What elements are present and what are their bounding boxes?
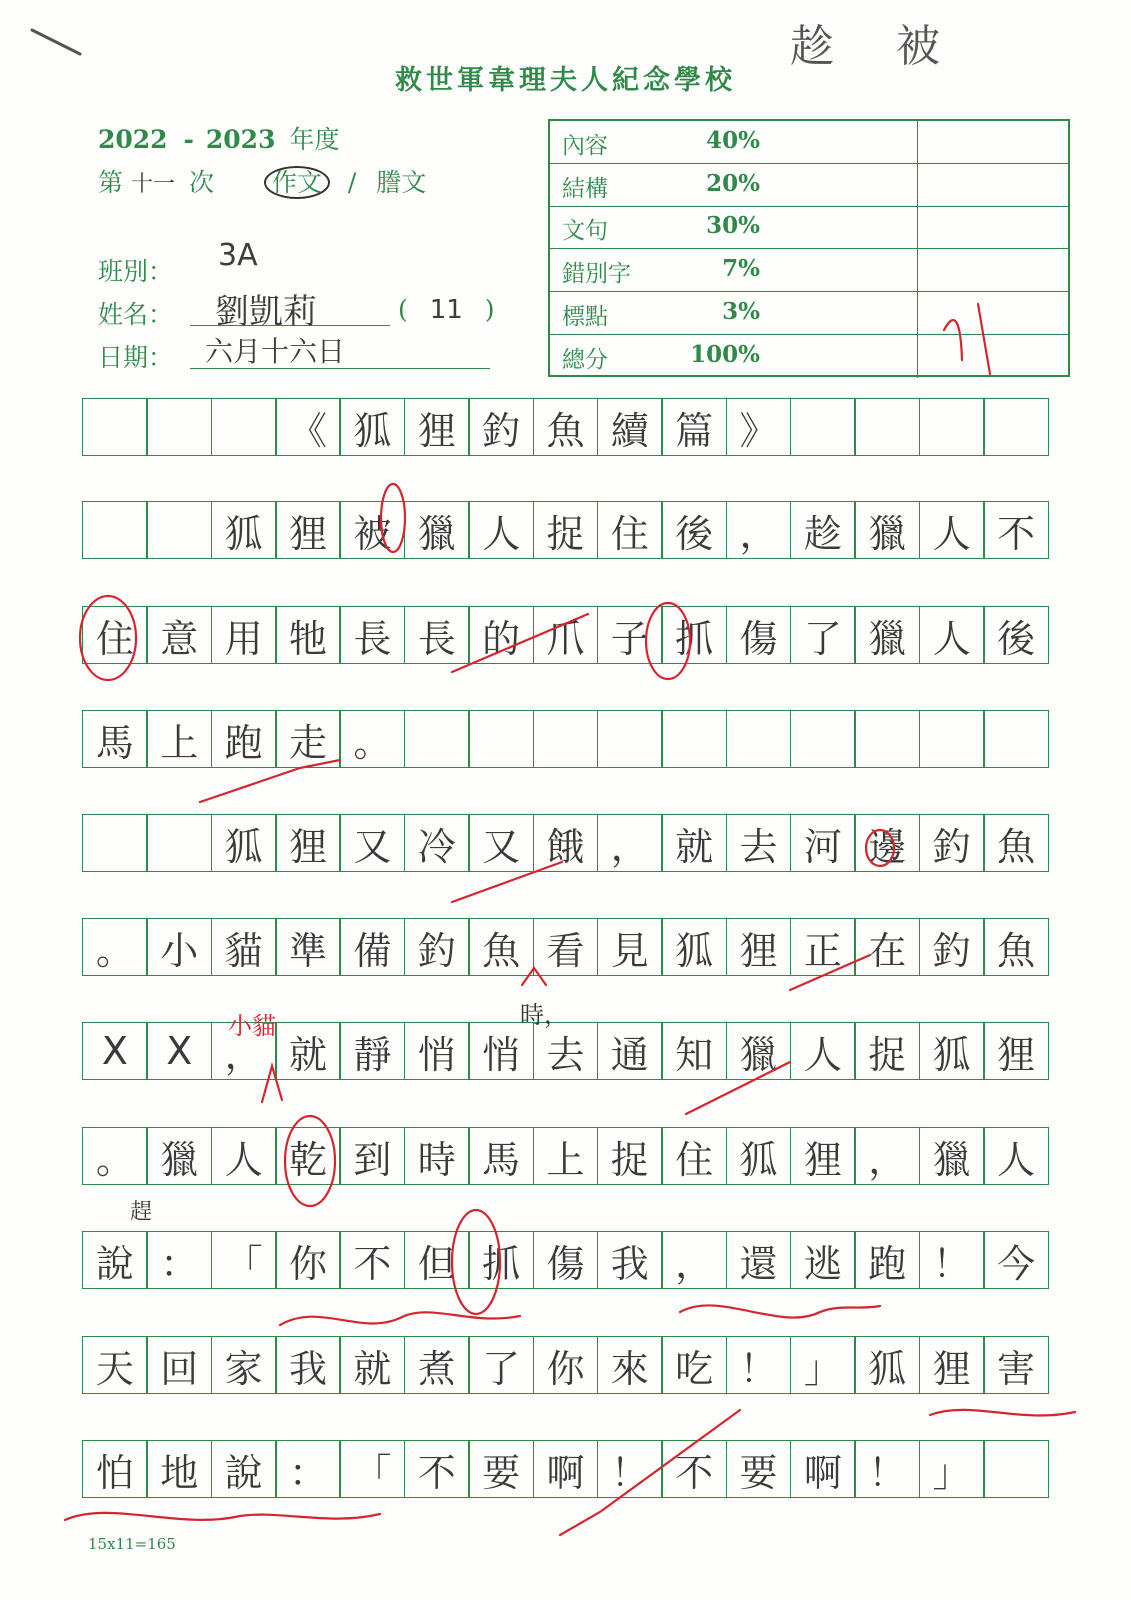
score-category: 標點 [562, 303, 608, 330]
grid-cell: 就 [275, 1022, 341, 1080]
grid-cell: 意 [146, 606, 212, 664]
score-category: 結構 [562, 175, 608, 202]
grid-cell: 狐 [211, 501, 277, 559]
grid-cell: 正 [790, 918, 856, 976]
grid-cell: 又 [339, 814, 405, 872]
grid-cell: 獵 [404, 501, 470, 559]
grid-cell: 不 [404, 1440, 470, 1498]
grid-cell: ， [726, 501, 792, 559]
grid-cell: 還 [726, 1231, 792, 1289]
grid-cell: 」 [919, 1440, 985, 1498]
grid-cell: 魚 [533, 398, 599, 456]
score-percent: 20% [706, 169, 760, 197]
grid-cell: 魚 [983, 814, 1049, 872]
grid-cell: 釣 [404, 918, 470, 976]
grid-cell: 去 [533, 1022, 599, 1080]
strike-de [452, 614, 588, 672]
grid-cell: 狸 [275, 814, 341, 872]
grid-cell: 又 [468, 814, 534, 872]
grid-cell: 獵 [854, 606, 920, 664]
grid-cell: 捉 [854, 1022, 920, 1080]
grid-cell: 住 [597, 501, 663, 559]
type-composition-circled: 作文 [264, 166, 330, 199]
grid-cell: 捉 [597, 1127, 663, 1185]
grid-cell: 跑 [854, 1231, 920, 1289]
grid-cell: 後 [983, 606, 1049, 664]
score-category: 錯別字 [562, 261, 631, 288]
grid-cell: 人 [468, 501, 534, 559]
grid-cell: ！ [854, 1440, 920, 1498]
date-value: 六月十六日 [205, 335, 346, 368]
grid-cell: 獵 [854, 501, 920, 559]
grid-cell: 啊 [533, 1440, 599, 1498]
grid-cell: 趁 [790, 501, 856, 559]
grid-cell: 抓 [661, 606, 727, 664]
squiggle-row9-a [280, 1312, 520, 1325]
grid-cell: 通 [597, 1022, 663, 1080]
grid-cell: 獵 [146, 1127, 212, 1185]
grid-cell: 狸 [983, 1022, 1049, 1080]
grid-cell: 長 [404, 606, 470, 664]
grid-cell: 回 [146, 1336, 212, 1394]
squiggle-row9-b [680, 1305, 880, 1317]
grid-cell: 備 [339, 918, 405, 976]
grid-cell: 逃 [790, 1231, 856, 1289]
number-value: 11 [429, 295, 463, 325]
insert-caret-shi [522, 968, 546, 985]
grid-cell: 狐 [726, 1127, 792, 1185]
grid-cell: 悄 [404, 1022, 470, 1080]
grid-cell: 續 [597, 398, 663, 456]
grid-cell: 狐 [339, 398, 405, 456]
score-percent: 3% [722, 297, 760, 325]
grid-cell: 」 [790, 1336, 856, 1394]
grid-cell: 狸 [790, 1127, 856, 1185]
grid-cell: 狐 [661, 918, 727, 976]
grid-cell: 用 [211, 606, 277, 664]
squiggle-row10 [930, 1410, 1075, 1416]
insert-shi: 時， [520, 1001, 568, 1029]
grid-cell: ， [854, 1127, 920, 1185]
grid-cell: 子 [597, 606, 663, 664]
grid-cell: 被 [339, 501, 405, 559]
grid-cell: 怕 [82, 1440, 148, 1498]
grid-cell: 今 [983, 1231, 1049, 1289]
grid-cell: 。 [82, 918, 148, 976]
score-percent: 100% [690, 340, 760, 368]
grid-cell: 《 [275, 398, 341, 456]
grid-cell: 人 [790, 1022, 856, 1080]
year-separator: - [183, 125, 194, 154]
score-percent: 7% [722, 255, 760, 283]
grid-cell: 釣 [468, 398, 534, 456]
score-category: 內容 [562, 133, 608, 159]
grid-cell: 但 [404, 1231, 470, 1289]
grid-cell: 悄 [468, 1022, 534, 1080]
check-row11 [560, 1410, 740, 1535]
year-suffix: 年度 [289, 125, 340, 154]
insert-xiaomao: 小貓 [228, 1012, 276, 1040]
grid-cell: 來 [597, 1336, 663, 1394]
grid-cell: 上 [146, 710, 212, 768]
grid-cell: 狸 [726, 918, 792, 976]
grid-cell: 小 [146, 918, 212, 976]
grid-cell: 貓 [211, 918, 277, 976]
grid-cell: 長 [339, 606, 405, 664]
grid-cell: 了 [790, 606, 856, 664]
grid-cell: 吃 [661, 1336, 727, 1394]
insert-gan: 趕 [130, 1200, 153, 1225]
year-start: 2022 [98, 125, 168, 154]
attempt-prefix: 第 [98, 168, 124, 197]
grid-cell: ： [275, 1440, 341, 1498]
grid-cell: 害 [983, 1336, 1049, 1394]
grid-cell: 狐 [919, 1022, 985, 1080]
grid-cell: 說 [82, 1231, 148, 1289]
grid-cell: X [146, 1022, 212, 1080]
score-category: 總分 [562, 346, 608, 373]
grid-cell: 家 [211, 1336, 277, 1394]
grid-cell: 靜 [339, 1022, 405, 1080]
grid-cell: 了 [468, 1336, 534, 1394]
grid-cell: 住 [661, 1127, 727, 1185]
school-title: 救世軍韋理夫人紀念學校 [395, 65, 736, 96]
grid-cell: ， [211, 1022, 277, 1080]
grid-spec-label: 15x11=165 [88, 1535, 176, 1553]
grid-cell: 走 [275, 710, 341, 768]
grid-cell: ！ [726, 1336, 792, 1394]
grid-cell: 馬 [468, 1127, 534, 1185]
grid-cell: 釣 [919, 814, 985, 872]
score-percent: 40% [706, 127, 760, 154]
grid-cell: 地 [146, 1440, 212, 1498]
grid-cell: 天 [82, 1336, 148, 1394]
number-close: ) [484, 295, 495, 324]
grid-cell: 冷 [404, 814, 470, 872]
grid-cell: 篇 [661, 398, 727, 456]
grid-cell: 狐 [854, 1336, 920, 1394]
circle-zhua-1 [646, 603, 690, 679]
grid-cell: 不 [661, 1440, 727, 1498]
circle-zhua-2 [452, 1210, 500, 1314]
grid-cell: ， [597, 814, 663, 872]
grid-cell: 「 [211, 1231, 277, 1289]
grid-cell: 獵 [726, 1022, 792, 1080]
type-copy: 謄文 [376, 168, 427, 197]
grid-cell: 說 [211, 1440, 277, 1498]
type-separator: / [347, 168, 357, 197]
grid-cell: 就 [339, 1336, 405, 1394]
grid-cell: 要 [726, 1440, 792, 1498]
grid-cell: 狐 [211, 814, 277, 872]
grid-cell: 釣 [919, 918, 985, 976]
grid-cell: 捉 [533, 501, 599, 559]
grid-cell: 去 [726, 814, 792, 872]
grid-cell: 見 [597, 918, 663, 976]
grid-cell: 就 [661, 814, 727, 872]
number-open: ( [398, 295, 408, 324]
grid-cell: 傷 [726, 606, 792, 664]
grid-cell: 。 [339, 710, 405, 768]
date-label: 日期： [98, 343, 174, 372]
grid-cell: 人 [211, 1127, 277, 1185]
check-row4 [200, 760, 340, 802]
grid-cell: 上 [533, 1127, 599, 1185]
grid-cell: 獵 [919, 1127, 985, 1185]
name-value: 劉凱莉 [215, 292, 317, 332]
grid-cell: X [82, 1022, 148, 1080]
grid-cell: 我 [275, 1336, 341, 1394]
grid-cell: 要 [468, 1440, 534, 1498]
grid-cell: 河 [790, 814, 856, 872]
grid-cell: 知 [661, 1022, 727, 1080]
grid-cell: 到 [339, 1127, 405, 1185]
grid-cell: 餓 [533, 814, 599, 872]
class-label: 班別： [98, 257, 174, 286]
year-end: 2023 [205, 125, 276, 154]
grid-cell: 邊 [854, 814, 920, 872]
insert-caret-xiaomao [262, 1066, 282, 1102]
score-category: 文句 [562, 218, 608, 245]
grid-cell: 啊 [790, 1440, 856, 1498]
circle-zhu [80, 596, 136, 680]
grid-cell: ！ [597, 1440, 663, 1498]
grid-cell: 牠 [275, 606, 341, 664]
grid-cell: 我 [597, 1231, 663, 1289]
grid-cell: ！ [919, 1231, 985, 1289]
grid-cell: 抓 [468, 1231, 534, 1289]
grid-cell: 的 [468, 606, 534, 664]
grid-cell: 在 [854, 918, 920, 976]
circle-gan [285, 1116, 335, 1206]
class-value: 3A [218, 238, 258, 273]
grid-cell: 看 [533, 918, 599, 976]
grid-cell: 人 [919, 501, 985, 559]
grid-cell: 。 [82, 1127, 148, 1185]
grid-cell: 魚 [983, 918, 1049, 976]
grid-cell: 準 [275, 918, 341, 976]
check-row6 [790, 955, 870, 990]
grid-cell: 狸 [275, 501, 341, 559]
name-label: 姓名： [98, 300, 174, 329]
grid-cell: 跑 [211, 710, 277, 768]
grid-cell: 住 [82, 606, 148, 664]
grid-cell: 後 [661, 501, 727, 559]
grid-cell: 人 [983, 1127, 1049, 1185]
grid-cell: 魚 [468, 918, 534, 976]
grid-cell: 乾 [275, 1127, 341, 1185]
grid-cell: 傷 [533, 1231, 599, 1289]
check-row7 [686, 1062, 790, 1114]
squiggle-footer [65, 1513, 380, 1520]
grid-cell: ， [661, 1231, 727, 1289]
grid-cell: 人 [919, 606, 985, 664]
grid-cell: 「 [339, 1440, 405, 1498]
check-row5 [452, 862, 562, 902]
grid-cell: 煮 [404, 1336, 470, 1394]
circle-bei [381, 484, 405, 552]
grid-cell: 馬 [82, 710, 148, 768]
grid-cell: 你 [275, 1231, 341, 1289]
attempt-suffix: 次 [188, 168, 214, 197]
grid-cell: 時 [404, 1127, 470, 1185]
attempt-value: 十一 [130, 172, 175, 197]
grid-cell: 不 [983, 501, 1049, 559]
circle-bian [866, 830, 894, 866]
grid-cell: ： [146, 1231, 212, 1289]
grid-cell: 你 [533, 1336, 599, 1394]
score-percent: 30% [706, 212, 760, 240]
grid-cell: 爪 [533, 606, 599, 664]
grid-cell: 狸 [919, 1336, 985, 1394]
top-right-handwritten-note: 趁 被 [790, 21, 964, 72]
grid-cell: 狸 [404, 398, 470, 456]
grid-cell: 》 [726, 398, 792, 456]
grid-cell: 不 [339, 1231, 405, 1289]
